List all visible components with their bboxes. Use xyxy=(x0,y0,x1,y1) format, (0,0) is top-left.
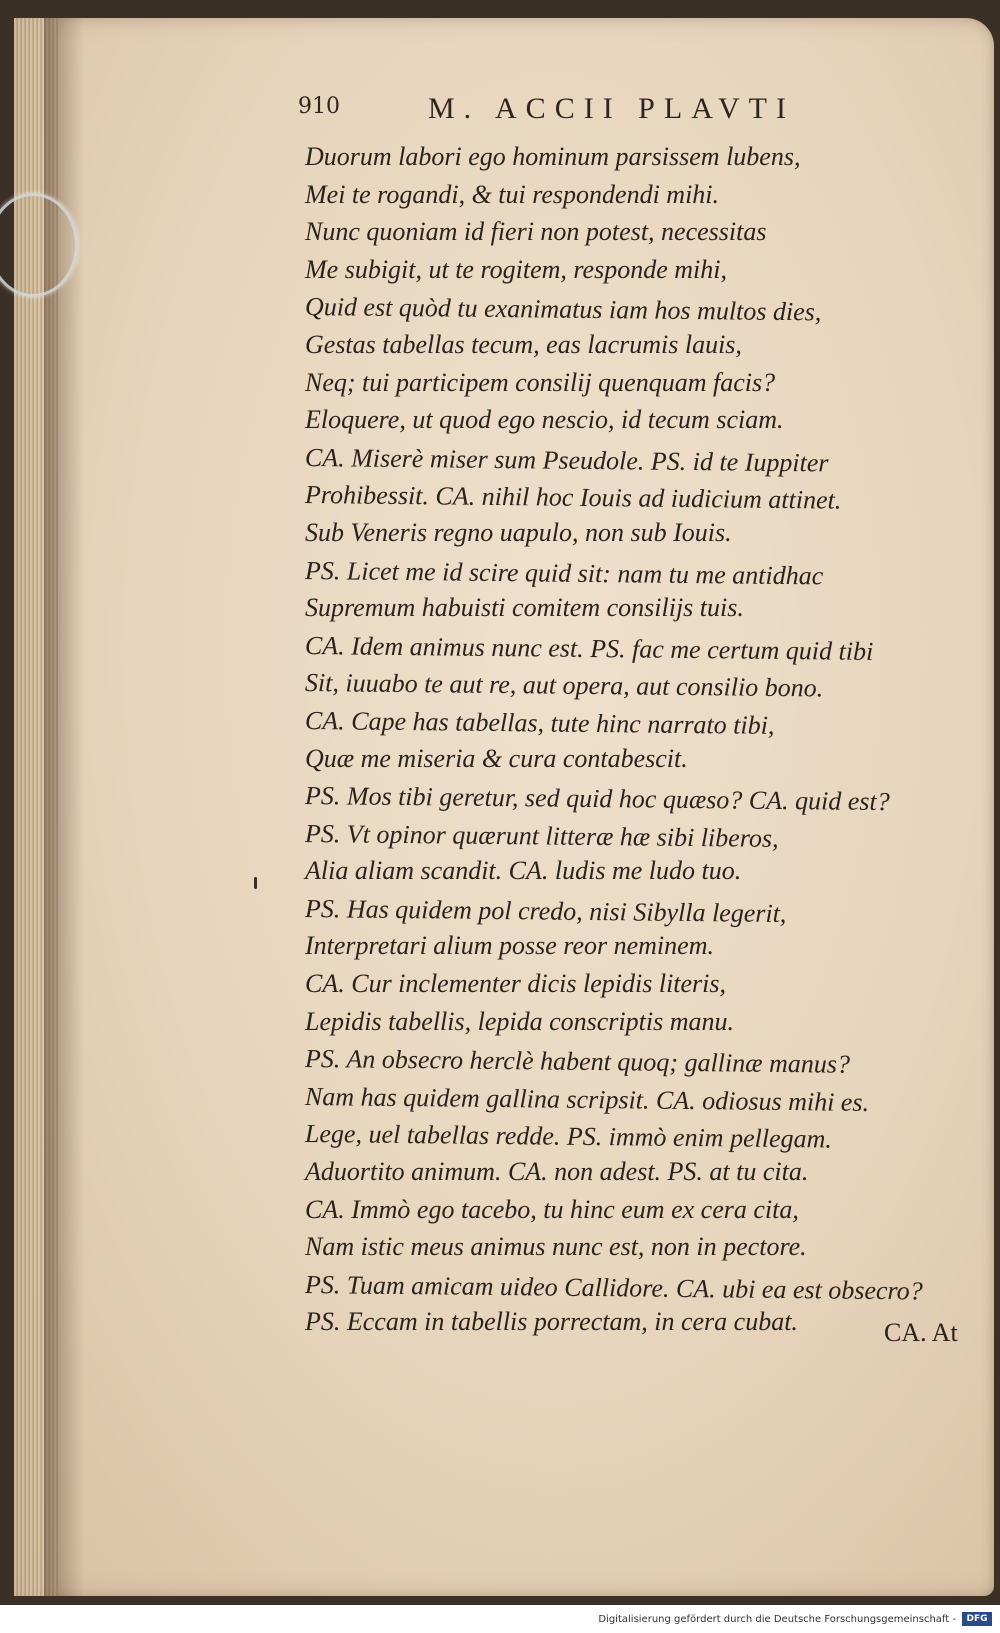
text-line: Mei te rogandi, & tui respondendi mihi. xyxy=(305,179,720,209)
margin-mark xyxy=(254,877,257,889)
text-line: CA. Immò ego tacebo, tu hinc eum ex cera cita, xyxy=(305,1194,799,1224)
text-line: Sit, iuuabo te aut re, aut opera, aut consilio bono. xyxy=(304,668,824,703)
text-line: PS. Has quidem pol credo, nisi Sibylla legerit, xyxy=(304,893,787,928)
text-line: PS. An obsecro herclè habent quoq; gallinæ manus? xyxy=(304,1044,851,1079)
text-line: Nunc quoniam id fieri non potest, necessitas xyxy=(305,217,767,247)
verse-text xyxy=(305,138,965,1341)
text-line: Aduortito animum. CA. non adest. PS. at tu cita. xyxy=(305,1157,809,1187)
text-line: CA. Cape has tabellas, tute hinc narrato tibi, xyxy=(304,705,775,740)
text-line: PS. Licet me id scire quid sit: nam tu me antidhac xyxy=(304,555,824,590)
text-line: Nam has quidem gallina scripsit. CA. odiosus mihi es. xyxy=(304,1081,870,1117)
text-line: Me subigit, ut te rogitem, responde mihi, xyxy=(305,254,727,284)
text-line: Supremum habuisti comitem consilijs tuis. xyxy=(305,593,744,623)
page-number: 910 xyxy=(298,94,340,119)
text-line: Nam istic meus animus nunc est, non in pectore. xyxy=(305,1232,807,1262)
text-line: Gestas tabellas tecum, eas lacrumis lauis, xyxy=(305,329,742,359)
footer-credit: Digitalisierung gefördert durch die Deutsche Forschungsgemeinschaft - xyxy=(598,1614,956,1625)
text-line: Prohibessit. CA. nihil hoc Iouis ad iudicium attinet. xyxy=(304,480,842,515)
text-line: Duorum labori ego hominum parsissem lubens, xyxy=(305,142,801,171)
text-line: Alia aliam scandit. CA. ludis me ludo tuo. xyxy=(305,856,742,886)
text-line: Interpretari alium posse reor neminem. xyxy=(305,931,714,961)
running-title: M. ACCII PLAVTI xyxy=(428,92,795,125)
text-line: Quæ me miseria & cura contabescit. xyxy=(305,743,688,773)
text-line: PS. Eccam in tabellis porrectam, in cera cubat. xyxy=(305,1307,798,1337)
text-line: Lepidis tabellis, lepida conscriptis manu. xyxy=(305,1006,734,1036)
catchword: CA. At xyxy=(884,1318,958,1347)
text-line: PS. Mos tibi geretur, sed quid hoc quæso? CA. quid est? xyxy=(304,781,890,817)
text-line: CA. Miserè miser sum Pseudole. PS. id te Iuppiter xyxy=(304,442,829,478)
text-line: CA. Cur inclementer dicis lepidis literis, xyxy=(305,969,727,999)
text-line: Eloquere, ut quod ego nescio, id tecum sciam. xyxy=(305,405,784,435)
text-line: Lege, uel tabellas redde. PS. immò enim pellegam. xyxy=(304,1119,833,1154)
text-line: Neq; tui participem consilij quenquam facis? xyxy=(305,367,776,397)
text-line: CA. Idem animus nunc est. PS. fac me certum quid tibi xyxy=(304,630,874,666)
text-line: Sub Veneris regno uapulo, non sub Iouis. xyxy=(305,517,732,547)
page-header xyxy=(298,92,858,132)
text-line: PS. Tuam amicam uideo Callidore. CA. ubi ea est obsecro? xyxy=(304,1269,923,1306)
text-line: Quid est quòd tu exanimatus iam hos multos dies, xyxy=(304,292,822,327)
text-line: PS. Vt opinor quærunt litteræ hæ sibi liberos, xyxy=(304,818,779,853)
dfg-logo-icon: DFG xyxy=(962,1612,992,1626)
